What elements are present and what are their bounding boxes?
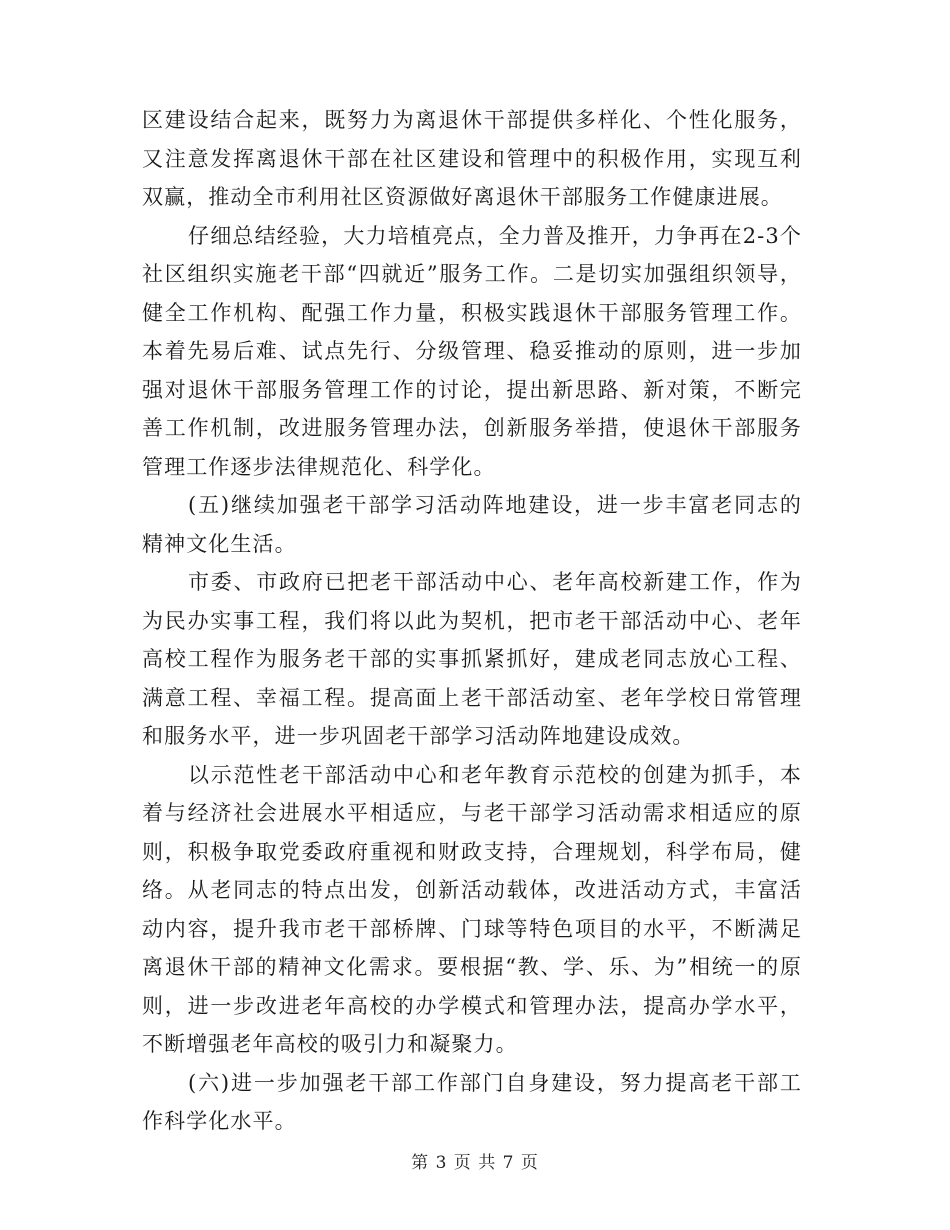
paragraph-2: 仔细总结经验，大力培植亮点，全力普及推开，力争再在2-3个社区组织实施老干部“四就近”服务工作。二是切实加强组织领导，健全工作机构、配强工作力量，积极实践退休干部服务管理工作。本着先易后难、试点先行、分级管理、稳妥推动的原则，进一步加强对退休干部服务管理工作的讨论，提出新思路、新对策，不断完善工作机制，改进服务管理办法，创新服务举措，使退休干部服务管理工作逐步法律规范化、科学化。 <box>142 223 802 479</box>
document-body <box>142 101 802 1141</box>
paragraph-5: 以示范性老干部活动中心和老年教育示范校的创建为抓手，本着与经济社会进展水平相适应，与老干部学习活动需求相适应的原则，积极争取党委政府重视和财政支持，合理规划，科学布局，健络。从老同志的特点出发，创新活动载体，改进活动方式，丰富活动内容，提升我市老干部桥牌、门球等特色项目的水平，不断满足离退休干部的精神文化需求。要根据“教、学、乐、为”相统一的原则，进一步改进老年高校的办学模式和管理办法，提高办学水平，不断增强老年高校的吸引力和凝聚力。 <box>142 762 802 1056</box>
paragraph-1: 区建设结合起来，既努力为离退休干部提供多样化、个性化服务，又注意发挥离退休干部在社区建设和管理中的积极作用，实现互利双赢，推动全市利用社区资源做好离退休干部服务工作健康进展。 <box>142 108 802 209</box>
paragraph-4: 市委、市政府已把老干部活动中心、老年高校新建工作，作为为民办实事工程，我们将以此为契机，把市老干部活动中心、老年高校工程作为服务老干部的实事抓紧抓好，建成老同志放心工程、满意工程、幸福工程。提高面上老干部活动室、老年学校日常管理和服务水平，进一步巩固老干部学习活动阵地建设成效。 <box>142 570 802 748</box>
page-number-footer: 第 3 页 共 7 页 <box>411 1153 539 1173</box>
section-heading-6: (六)进一步加强老干部工作部门自身建设，努力提高老干部工作科学化水平。 <box>142 1070 802 1133</box>
section-heading-5: (五)继续加强老干部学习活动阵地建设，进一步丰富老同志的精神文化生活。 <box>142 493 802 556</box>
